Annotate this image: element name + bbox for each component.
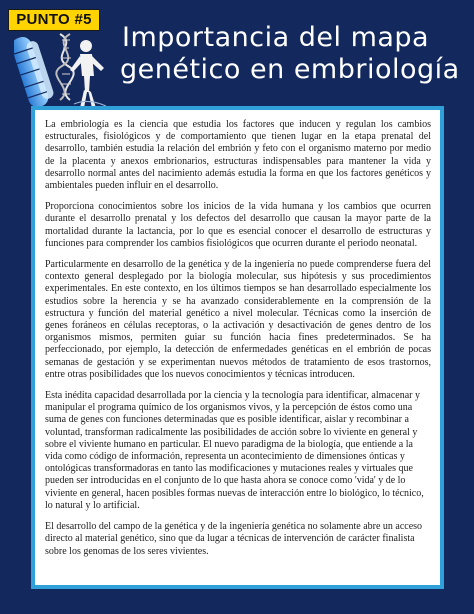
text-panel [31, 106, 444, 589]
paragraph-3: Particularmente en desarrollo de la genética y de la ingeniería no puede comprenderse fuera del contexto general desplegado por la biología molecular, sus hipótesis y sus procedimientos experimentales. En este contexto, en los últimos tiempos se han desarrollado especialmente los estudios sobre la herencia y se ha avanzado considerablemente en la comprensión de la estructura y función del material genético a nivel molecular. Técnicas como la inserción de genes foráneos en células receptoras, o la activación y desactivación de genes dentro de los organismos mismos, permiten guiar su función hacia fines predeterminados. Se ha perfeccionado, por ejemplo, la detección de enfermedades genéticas en el embrión de pocas semanas de gestación y se experimentan nuevos métodos de tratamiento de esos trastornos, entre otras posibilidades que los nuevos conocimientos y técnicas introducen. [45, 259, 431, 380]
body-content [45, 119, 431, 567]
paragraph-5: El desarrollo del campo de la genética y de la ingeniería genética no solamente abre un acceso directo al material genético, sino que da lugar a técnicas de intervención de carácter finalista sobre los genomas de los seres vivientes. [45, 521, 423, 557]
section-badge: PUNTO #5 [8, 9, 100, 31]
dna-helix-human-figure-icon [14, 30, 116, 112]
title-line-1: Importancia del mapa [122, 22, 430, 53]
paragraph-2: Proporciona conocimientos sobre los inicios de la vida humana y los cambios que ocurren durante el desarrollo prenatal y los defectos del desarrollo que causan la mayor parte de la mortalidad durante la lactancia, por lo que es esencial conocer el desarrollo de estructuras y funciones para comprender los cambios fisiológicos que ocurren durante el periodo neonatal. [45, 201, 431, 249]
paragraph-4: Esta inédita capacidad desarrollada por la ciencia y la tecnología para identificar, almacenar y manipular el programa químico de los organismos vivos, y la percepción de éstos como una suma de genes con funciones determinadas que es posible identificar, aislar y recombinar a voluntad, transforman radicalmente las posibilidades de acción sobre lo viviente en general y sobre el viviente humano en particular. El nuevo paradigma de la biología, que entiende a la vida como código de información, representa un acontecimiento de dimensiones ónticas y ontológicas transformadoras en tanto las modificaciones y mutaciones reales y virtuales que pueden ser introducidas en el conjunto de lo que hasta ahora se conoce como 'vida' y de lo viviente en general, hacen posibles formas nuevas de interacción entre lo biológico, lo técnico, lo natural y lo artificial. [45, 390, 424, 511]
title-line-2: genético en embriología [120, 54, 460, 85]
page-title [120, 22, 470, 86]
paragraph-1: La embriología es la ciencia que estudia los factores que inducen y regulan los cambios estructurales, fisiológicos y de comportamiento que tienen lugar en la etapa prenatal del desarrollo, también estudia la relación del embrión y feto con el organismo materno por medio de la placenta y anexos embrionarios, estructuras indispensables para mantener la vida y desarrollo normal antes del nacimiento además estudia la forma en que los factores genéticos y ambientales pueden influir en el desarrollo. [45, 119, 431, 192]
